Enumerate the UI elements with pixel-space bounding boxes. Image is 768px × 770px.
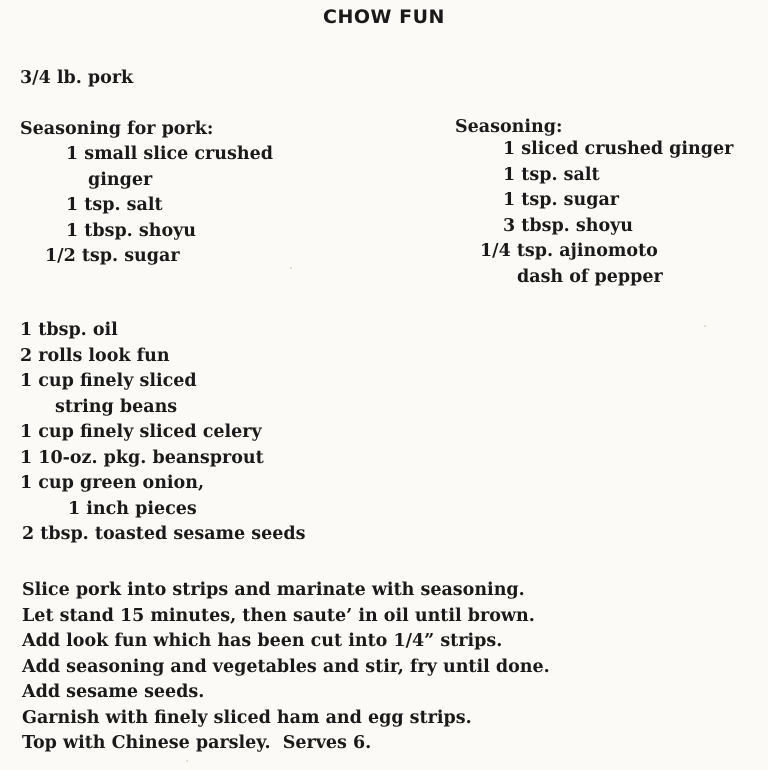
paper-speck bbox=[186, 760, 188, 762]
ingredient-item: string beans bbox=[55, 396, 178, 417]
pork-seasoning-item: 1 small slice crushed bbox=[66, 144, 273, 164]
instruction-line: Top with Chinese parsley. Serves 6. bbox=[22, 733, 372, 753]
ingredient-item: 1 cup finely sliced celery bbox=[20, 422, 262, 442]
ingredients-list bbox=[0, 318, 600, 548]
instruction-line: Garnish with finely sliced ham and egg strips. bbox=[22, 707, 472, 728]
instruction-line: Let stand 15 minutes, then saute’ in oil until brown. bbox=[22, 605, 535, 626]
instruction-line: Add look fun which has been cut into 1/4” strips. bbox=[22, 631, 503, 651]
pork-seasoning-item: 1/2 tsp. sugar bbox=[45, 246, 180, 266]
pork-seasoning-heading: Seasoning for pork: bbox=[20, 119, 214, 139]
instruction-line: Slice pork into strips and marinate with seasoning. bbox=[22, 580, 525, 600]
ingredient-item: 1 cup green onion, bbox=[20, 473, 205, 493]
ingredient-item: 2 rolls look fun bbox=[20, 345, 170, 366]
paper-speck bbox=[704, 325, 706, 327]
ingredient-item: 1 10-oz. pkg. beansprout bbox=[20, 447, 264, 468]
seasoning-heading: Seasoning: bbox=[455, 117, 563, 137]
seasoning-item: 1/4 tsp. ajinomoto bbox=[480, 241, 658, 261]
seasoning-item: dash of pepper bbox=[517, 266, 663, 287]
seasoning-item: 1 sliced crushed ginger bbox=[503, 139, 734, 159]
pork-amount: 3/4 lb. pork bbox=[20, 68, 134, 88]
instructions bbox=[0, 578, 768, 757]
paper-speck bbox=[290, 267, 292, 269]
pork-seasoning-item: 1 tsp. salt bbox=[66, 195, 163, 215]
seasoning-list bbox=[0, 137, 768, 290]
seasoning-item: 1 tsp. salt bbox=[503, 164, 600, 185]
pork-seasoning-item: 1 tbsp. shoyu bbox=[66, 220, 197, 241]
ingredient-item: 1 cup finely sliced bbox=[20, 371, 197, 391]
pork-seasoning-item: ginger bbox=[88, 169, 153, 190]
seasoning-item: 3 tbsp. shoyu bbox=[503, 215, 634, 236]
instruction-line: Add seasoning and vegetables and stir, fry until done. bbox=[22, 656, 550, 677]
seasoning-item: 1 tsp. sugar bbox=[503, 190, 619, 210]
ingredient-item: 1 inch pieces bbox=[68, 498, 197, 519]
ingredient-item: 1 tbsp. oil bbox=[20, 320, 118, 340]
instruction-line: Add sesame seeds. bbox=[22, 682, 205, 702]
ingredient-item: 2 tbsp. toasted sesame seeds bbox=[22, 524, 306, 544]
recipe-title: CHOW FUN bbox=[323, 6, 445, 28]
